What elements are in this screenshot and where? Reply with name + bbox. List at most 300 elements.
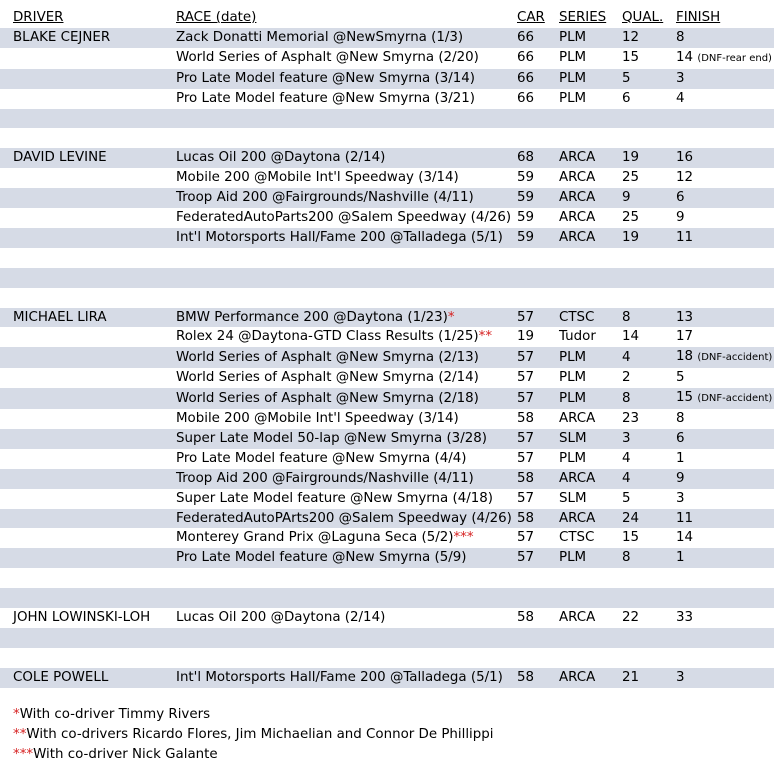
car-cell: 66 <box>517 70 535 86</box>
series-cell: PLM <box>559 450 587 466</box>
car-cell: 19 <box>517 329 535 345</box>
qual-cell <box>622 248 676 268</box>
finish-cell <box>676 429 774 449</box>
finish-cell <box>676 588 774 608</box>
table-row <box>0 268 774 288</box>
race-name: Mobile 200 @Mobile Int'l Speedway (3/14) <box>176 411 459 427</box>
driver-cell <box>0 128 176 148</box>
finish-value: 9 <box>676 210 685 226</box>
series-cell: ARCA <box>559 150 596 166</box>
table-row <box>0 628 774 648</box>
car-cell: 57 <box>517 490 535 506</box>
finish-value: 17 <box>676 329 694 345</box>
driver-cell <box>0 368 176 388</box>
car-cell <box>517 568 559 588</box>
race-cell <box>176 509 517 529</box>
car-cell: 59 <box>517 210 535 226</box>
driver-cell <box>0 528 176 548</box>
table-row <box>0 128 774 148</box>
race-results-table <box>0 8 774 688</box>
race-name: Lucas Oil 200 @Daytona (2/14) <box>176 610 386 626</box>
driver-cell <box>0 548 176 568</box>
race-cell <box>176 548 517 568</box>
finish-cell <box>676 489 774 509</box>
qual-cell: 5 <box>622 490 631 506</box>
table-row <box>0 148 774 168</box>
race-cell <box>176 69 517 89</box>
driver-cell <box>0 449 176 469</box>
race-name: Int'l Motorsports Hall/Fame 200 @Talladega (5/1) <box>176 229 503 245</box>
qual-cell: 8 <box>622 309 631 325</box>
finish-value: 12 <box>676 170 694 186</box>
driver-cell <box>0 628 176 648</box>
table-row <box>0 449 774 469</box>
series-cell: PLM <box>559 349 587 365</box>
race-cell <box>176 648 517 668</box>
qual-cell: 9 <box>622 190 631 206</box>
qual-cell: 15 <box>622 530 640 546</box>
finish-cell <box>676 608 774 628</box>
table-row <box>0 588 774 608</box>
race-cell <box>176 109 517 129</box>
finish-value: 33 <box>676 610 694 626</box>
finish-value: 1 <box>676 450 685 466</box>
finish-cell <box>676 368 774 388</box>
race-cell <box>176 208 517 228</box>
qual-cell: 19 <box>622 229 640 245</box>
car-cell: 59 <box>517 170 535 186</box>
table-row <box>0 208 774 228</box>
race-name: Super Late Model 50-lap @New Smyrna (3/28) <box>176 430 487 446</box>
driver-cell <box>0 568 176 588</box>
series-cell: PLM <box>559 390 587 406</box>
table-row <box>0 668 774 688</box>
series-cell: ARCA <box>559 170 596 186</box>
series-cell: ARCA <box>559 669 596 685</box>
race-name: World Series of Asphalt @New Smyrna (2/20) <box>176 50 479 66</box>
car-cell: 57 <box>517 550 535 566</box>
driver-cell <box>0 188 176 208</box>
finish-value: 13 <box>676 309 694 325</box>
driver-cell: MICHAEL LIRA <box>13 309 107 325</box>
table-row <box>0 109 774 129</box>
finish-cell <box>676 128 774 148</box>
qual-cell: 4 <box>622 450 631 466</box>
qual-cell <box>622 628 676 648</box>
series-cell <box>559 648 622 668</box>
qual-cell <box>622 288 676 308</box>
table-row <box>0 89 774 109</box>
driver-cell <box>0 109 176 129</box>
race-name: Pro Late Model feature @New Smyrna (3/21) <box>176 90 476 106</box>
series-cell: PLM <box>559 90 587 106</box>
race-cell <box>176 668 517 688</box>
car-cell: 57 <box>517 530 535 546</box>
car-cell: 59 <box>517 229 535 245</box>
driver-cell <box>0 248 176 268</box>
series-cell: SLM <box>559 490 587 506</box>
table-row <box>0 409 774 429</box>
race-cell <box>176 588 517 608</box>
footnote-line <box>13 705 494 725</box>
race-cell <box>176 368 517 388</box>
car-cell: 66 <box>517 29 535 45</box>
driver-cell <box>0 489 176 509</box>
finish-cell <box>676 648 774 668</box>
series-cell <box>559 568 622 588</box>
qual-cell <box>622 568 676 588</box>
finish-note: (DNF-accident) <box>697 393 773 405</box>
finish-cell <box>676 228 774 248</box>
table-row <box>0 388 774 409</box>
race-name: World Series of Asphalt @New Smyrna (2/13) <box>176 349 479 365</box>
finish-value: 8 <box>676 29 685 45</box>
footnote-marker: * <box>13 707 20 722</box>
finish-value: 15 <box>676 390 694 406</box>
driver-cell <box>0 327 176 347</box>
driver-cell <box>0 409 176 429</box>
table-row <box>0 509 774 529</box>
race-cell <box>176 48 517 69</box>
car-cell: 59 <box>517 190 535 206</box>
finish-value: 6 <box>676 190 685 206</box>
car-cell: 58 <box>517 510 535 526</box>
driver-cell: COLE POWELL <box>13 669 109 685</box>
finish-value: 4 <box>676 90 685 106</box>
footnote-marker: ** <box>478 329 493 345</box>
series-cell: PLM <box>559 70 587 86</box>
car-cell: 57 <box>517 430 535 446</box>
race-cell <box>176 28 517 48</box>
qual-cell: 21 <box>622 669 640 685</box>
car-cell <box>517 268 559 288</box>
qual-cell: 25 <box>622 170 640 186</box>
series-cell <box>559 248 622 268</box>
table-row <box>0 368 774 388</box>
race-name: Troop Aid 200 @Fairgrounds/Nashville (4/11) <box>176 190 474 206</box>
race-cell <box>176 128 517 148</box>
footnotes <box>13 705 494 765</box>
series-cell: CTSC <box>559 530 595 546</box>
driver-cell <box>0 388 176 409</box>
finish-cell <box>676 628 774 648</box>
finish-cell <box>676 388 774 409</box>
qual-cell <box>622 109 676 129</box>
table-row <box>0 568 774 588</box>
table-row <box>0 28 774 48</box>
finish-cell <box>676 449 774 469</box>
finish-cell <box>676 509 774 529</box>
qual-cell: 8 <box>622 550 631 566</box>
race-name: Monterey Grand Prix @Laguna Seca (5/2) <box>176 530 454 546</box>
footnote-marker: * <box>447 309 455 325</box>
footnote-text: With co-driver Timmy Rivers <box>19 707 211 722</box>
race-name: Troop Aid 200 @Fairgrounds/Nashville (4/11) <box>176 470 474 486</box>
header-row <box>0 8 774 28</box>
race-cell <box>176 469 517 489</box>
qual-cell: 23 <box>622 411 640 427</box>
race-cell <box>176 89 517 109</box>
car-cell <box>517 648 559 668</box>
qual-cell: 2 <box>622 370 631 386</box>
footnote-text: With co-drivers Ricardo Flores, Jim Michaelian and Connor De Phillippi <box>26 727 494 742</box>
race-cell <box>176 528 517 548</box>
finish-cell <box>676 69 774 89</box>
car-cell: 58 <box>517 610 535 626</box>
race-cell <box>176 228 517 248</box>
qual-cell <box>622 648 676 668</box>
driver-cell: BLAKE CEJNER <box>13 29 111 45</box>
table-row <box>0 489 774 509</box>
race-cell <box>176 288 517 308</box>
car-cell <box>517 128 559 148</box>
driver-cell <box>0 48 176 69</box>
car-cell: 58 <box>517 470 535 486</box>
series-cell: CTSC <box>559 309 595 325</box>
finish-value: 11 <box>676 510 694 526</box>
qual-cell: 24 <box>622 510 640 526</box>
finish-cell <box>676 268 774 288</box>
driver-cell <box>0 168 176 188</box>
race-cell <box>176 628 517 648</box>
race-cell <box>176 449 517 469</box>
qual-cell: 8 <box>622 390 631 406</box>
car-cell: 58 <box>517 411 535 427</box>
finish-value: 11 <box>676 229 694 245</box>
car-cell <box>517 109 559 129</box>
race-cell <box>176 308 517 328</box>
finish-cell <box>676 548 774 568</box>
race-name: Rolex 24 @Daytona-GTD Class Results (1/25) <box>176 329 479 345</box>
table-row <box>0 548 774 568</box>
race-name: Lucas Oil 200 @Daytona (2/14) <box>176 150 386 166</box>
car-cell: 68 <box>517 150 535 166</box>
finish-value: 3 <box>676 70 685 86</box>
finish-cell <box>676 409 774 429</box>
race-name: Super Late Model feature @New Smyrna (4/18) <box>176 490 494 506</box>
series-cell: ARCA <box>559 470 596 486</box>
header-finish: FINISH <box>676 10 721 25</box>
table-row <box>0 228 774 248</box>
qual-cell: 14 <box>622 329 640 345</box>
driver-cell <box>0 347 176 368</box>
header-car: CAR <box>517 10 545 25</box>
finish-value: 14 <box>676 49 694 65</box>
finish-value: 16 <box>676 150 694 166</box>
table-row <box>0 288 774 308</box>
table-row <box>0 469 774 489</box>
footnote-marker: *** <box>453 530 474 546</box>
finish-cell <box>676 528 774 548</box>
driver-cell <box>0 208 176 228</box>
driver-cell <box>0 648 176 668</box>
series-cell <box>559 288 622 308</box>
finish-cell <box>676 308 774 328</box>
driver-cell <box>0 288 176 308</box>
series-cell: PLM <box>559 370 587 386</box>
car-cell: 66 <box>517 90 535 106</box>
series-cell <box>559 128 622 148</box>
race-cell <box>176 268 517 288</box>
car-cell <box>517 628 559 648</box>
finish-cell <box>676 568 774 588</box>
finish-cell <box>676 148 774 168</box>
race-cell <box>176 568 517 588</box>
table-row <box>0 608 774 628</box>
finish-cell <box>676 469 774 489</box>
qual-cell: 25 <box>622 210 640 226</box>
series-cell: ARCA <box>559 411 596 427</box>
car-cell <box>517 588 559 608</box>
table-row <box>0 188 774 208</box>
qual-cell: 15 <box>622 50 640 66</box>
series-cell <box>559 109 622 129</box>
race-name: Zack Donatti Memorial @NewSmyrna (1/3) <box>176 29 464 45</box>
qual-cell <box>622 128 676 148</box>
finish-value: 18 <box>676 349 694 365</box>
driver-cell <box>0 89 176 109</box>
driver-cell <box>0 509 176 529</box>
table-row <box>0 248 774 268</box>
table-row <box>0 648 774 668</box>
finish-cell <box>676 248 774 268</box>
series-cell: ARCA <box>559 610 596 626</box>
race-name: FederatedAutoParts200 @Salem Speedway (4/26) <box>176 210 512 226</box>
race-name: Pro Late Model feature @New Smyrna (5/9) <box>176 550 467 566</box>
car-cell: 58 <box>517 669 535 685</box>
finish-cell <box>676 327 774 347</box>
qual-cell: 3 <box>622 430 631 446</box>
driver-cell <box>0 429 176 449</box>
race-name: Mobile 200 @Mobile Int'l Speedway (3/14) <box>176 170 459 186</box>
finish-value: 8 <box>676 411 685 427</box>
footnote-line <box>13 725 494 745</box>
qual-cell: 4 <box>622 470 631 486</box>
footnote-text: With co-driver Nick Galante <box>33 747 218 762</box>
footnote-marker: ** <box>13 727 27 742</box>
qual-cell: 19 <box>622 150 640 166</box>
race-cell <box>176 168 517 188</box>
series-cell <box>559 268 622 288</box>
series-cell <box>559 628 622 648</box>
car-cell <box>517 248 559 268</box>
race-cell <box>176 489 517 509</box>
race-name: World Series of Asphalt @New Smyrna (2/18) <box>176 390 479 406</box>
table-row <box>0 327 774 347</box>
footnote-line <box>13 745 494 765</box>
table-row <box>0 429 774 449</box>
finish-value: 3 <box>676 669 685 685</box>
race-cell <box>176 148 517 168</box>
race-name: Pro Late Model feature @New Smyrna (3/14) <box>176 70 476 86</box>
finish-note: (DNF-accident) <box>697 352 773 364</box>
header-series: SERIES <box>559 10 607 25</box>
race-cell <box>176 608 517 628</box>
race-cell <box>176 429 517 449</box>
header-qual: QUAL. <box>622 10 664 25</box>
race-cell <box>176 409 517 429</box>
driver-cell <box>0 469 176 489</box>
table-row <box>0 168 774 188</box>
footnote-marker: *** <box>13 747 34 762</box>
qual-cell: 6 <box>622 90 631 106</box>
series-cell: PLM <box>559 29 587 45</box>
finish-value: 3 <box>676 490 685 506</box>
finish-cell <box>676 288 774 308</box>
race-cell <box>176 248 517 268</box>
header-race: RACE (date) <box>176 10 257 25</box>
table-row <box>0 308 774 328</box>
finish-value: 1 <box>676 550 685 566</box>
qual-cell: 4 <box>622 349 631 365</box>
car-cell: 66 <box>517 50 535 66</box>
race-cell <box>176 347 517 368</box>
table-row <box>0 528 774 548</box>
finish-cell <box>676 109 774 129</box>
race-name: BMW Performance 200 @Daytona (1/23) <box>176 309 448 325</box>
race-name: FederatedAutoPArts200 @Salem Speedway (4/26) <box>176 510 512 526</box>
qual-cell: 12 <box>622 29 640 45</box>
finish-cell <box>676 48 774 69</box>
race-cell <box>176 327 517 347</box>
finish-cell <box>676 188 774 208</box>
finish-note: (DNF-rear end) <box>697 52 772 64</box>
finish-cell <box>676 668 774 688</box>
series-cell <box>559 588 622 608</box>
race-name: Pro Late Model feature @New Smyrna (4/4) <box>176 450 467 466</box>
driver-cell: DAVID LEVINE <box>13 150 107 166</box>
series-cell: ARCA <box>559 229 596 245</box>
driver-cell: JOHN LOWINSKI-LOH <box>13 610 151 626</box>
driver-cell <box>0 588 176 608</box>
finish-value: 14 <box>676 530 694 546</box>
car-cell <box>517 288 559 308</box>
series-cell: SLM <box>559 430 587 446</box>
finish-value: 9 <box>676 470 685 486</box>
series-cell: ARCA <box>559 510 596 526</box>
finish-cell <box>676 168 774 188</box>
race-cell <box>176 188 517 208</box>
series-cell: PLM <box>559 50 587 66</box>
series-cell: Tudor <box>559 329 596 345</box>
race-cell <box>176 388 517 409</box>
finish-value: 6 <box>676 430 685 446</box>
qual-cell: 5 <box>622 70 631 86</box>
qual-cell: 22 <box>622 610 640 626</box>
car-cell: 57 <box>517 349 535 365</box>
finish-cell <box>676 347 774 368</box>
finish-cell <box>676 89 774 109</box>
finish-cell <box>676 28 774 48</box>
series-cell: ARCA <box>559 210 596 226</box>
driver-cell <box>0 268 176 288</box>
race-name: Int'l Motorsports Hall/Fame 200 @Talladega (5/1) <box>176 669 503 685</box>
series-cell: PLM <box>559 550 587 566</box>
table-row <box>0 48 774 69</box>
qual-cell <box>622 268 676 288</box>
finish-value: 5 <box>676 370 685 386</box>
header-driver: DRIVER <box>13 10 64 25</box>
car-cell: 57 <box>517 450 535 466</box>
driver-cell <box>0 228 176 248</box>
table-row <box>0 347 774 368</box>
car-cell: 57 <box>517 370 535 386</box>
driver-cell <box>0 69 176 89</box>
table-row <box>0 69 774 89</box>
car-cell: 57 <box>517 390 535 406</box>
qual-cell <box>622 588 676 608</box>
race-name: World Series of Asphalt @New Smyrna (2/14) <box>176 370 479 386</box>
